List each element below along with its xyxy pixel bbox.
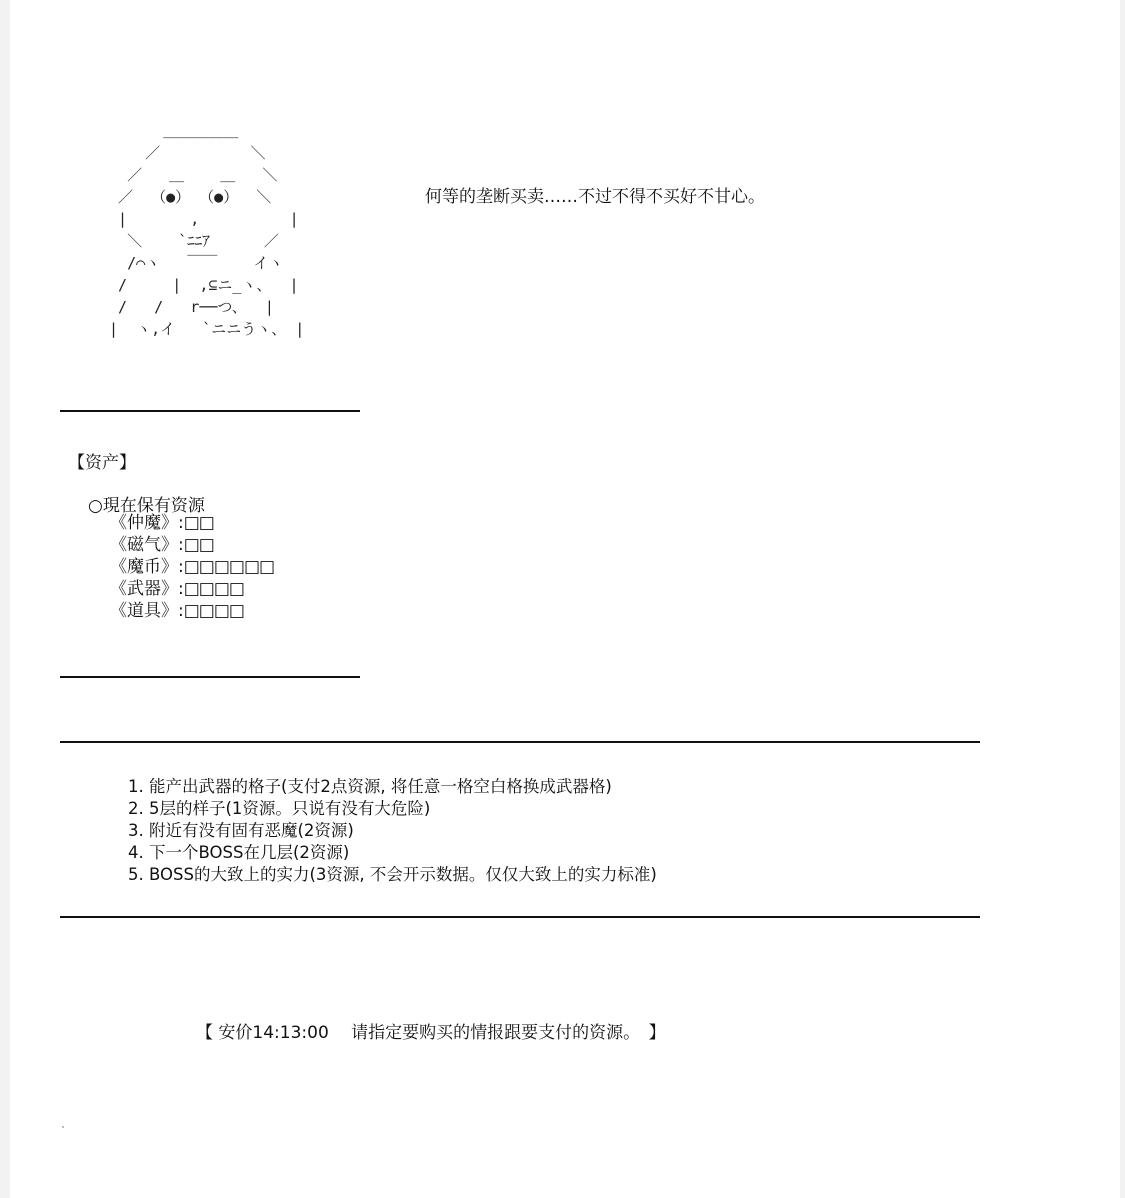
- assets-heading: 【资产】: [68, 453, 136, 473]
- ascii-art-character: ＿＿＿＿＿ ／ ＼ ／ ＿ ＿ ＼ ／ （●） （●） ＼ | , | ＼ `ﾆﾆｱ ／ /⌒ヽ ￣￣ イヽ / | ,⊆ニ_ヽ、 | / / r──つ、 | | ヽ,イ `ニニうヽ、 |: [109, 122, 305, 338]
- resource-value: □□□□: [183, 579, 244, 599]
- resource-value: □□: [183, 535, 214, 555]
- resource-label: 《磁气》:: [110, 535, 184, 555]
- resource-item: [110, 512, 274, 534]
- option-item: 4. 下一个BOSS在几层(2资源): [128, 843, 350, 862]
- resource-label: 《仲魔》:: [110, 513, 184, 533]
- divider-top: [60, 410, 360, 412]
- divider-options-top: [60, 741, 980, 743]
- resource-item: [110, 600, 274, 622]
- option-item: 2. 5层的样子(1资源。只说有没有大危险): [128, 799, 431, 818]
- resource-list: [110, 512, 274, 622]
- resource-item: [110, 556, 274, 578]
- resource-label: 《道具》:: [110, 601, 184, 621]
- resource-value: □□□□: [183, 601, 244, 621]
- stray-dot: [62, 1126, 64, 1128]
- divider-assets-bottom: [60, 676, 360, 678]
- speech-text: 何等的垄断买卖……不过不得不买好不甘心。: [425, 187, 765, 207]
- option-item: 5. BOSS的大致上的实力(3资源, 不会开示数据。仅仅大致上的实力标准): [128, 865, 657, 884]
- divider-options-bottom: [60, 916, 980, 918]
- resource-value: □□: [183, 513, 214, 533]
- options-list: [128, 776, 657, 886]
- held-resources-title: ○現在保有资源: [88, 496, 205, 516]
- anchor-prompt: 【 安价14:13:00 请指定要购买的情报跟要支付的资源。 】: [196, 1023, 666, 1043]
- resource-item: [110, 578, 274, 600]
- resource-label: 《魔币》:: [110, 557, 184, 577]
- resource-item: [110, 534, 274, 556]
- page: [10, 0, 1120, 1198]
- option-item: 1. 能产出武器的格子(支付2点资源, 将任意一格空白格换成武器格): [128, 777, 612, 796]
- resource-value: □□□□□□: [183, 557, 275, 577]
- resource-label: 《武器》:: [110, 579, 184, 599]
- option-item: 3. 附近有没有固有恶魔(2资源): [128, 821, 354, 840]
